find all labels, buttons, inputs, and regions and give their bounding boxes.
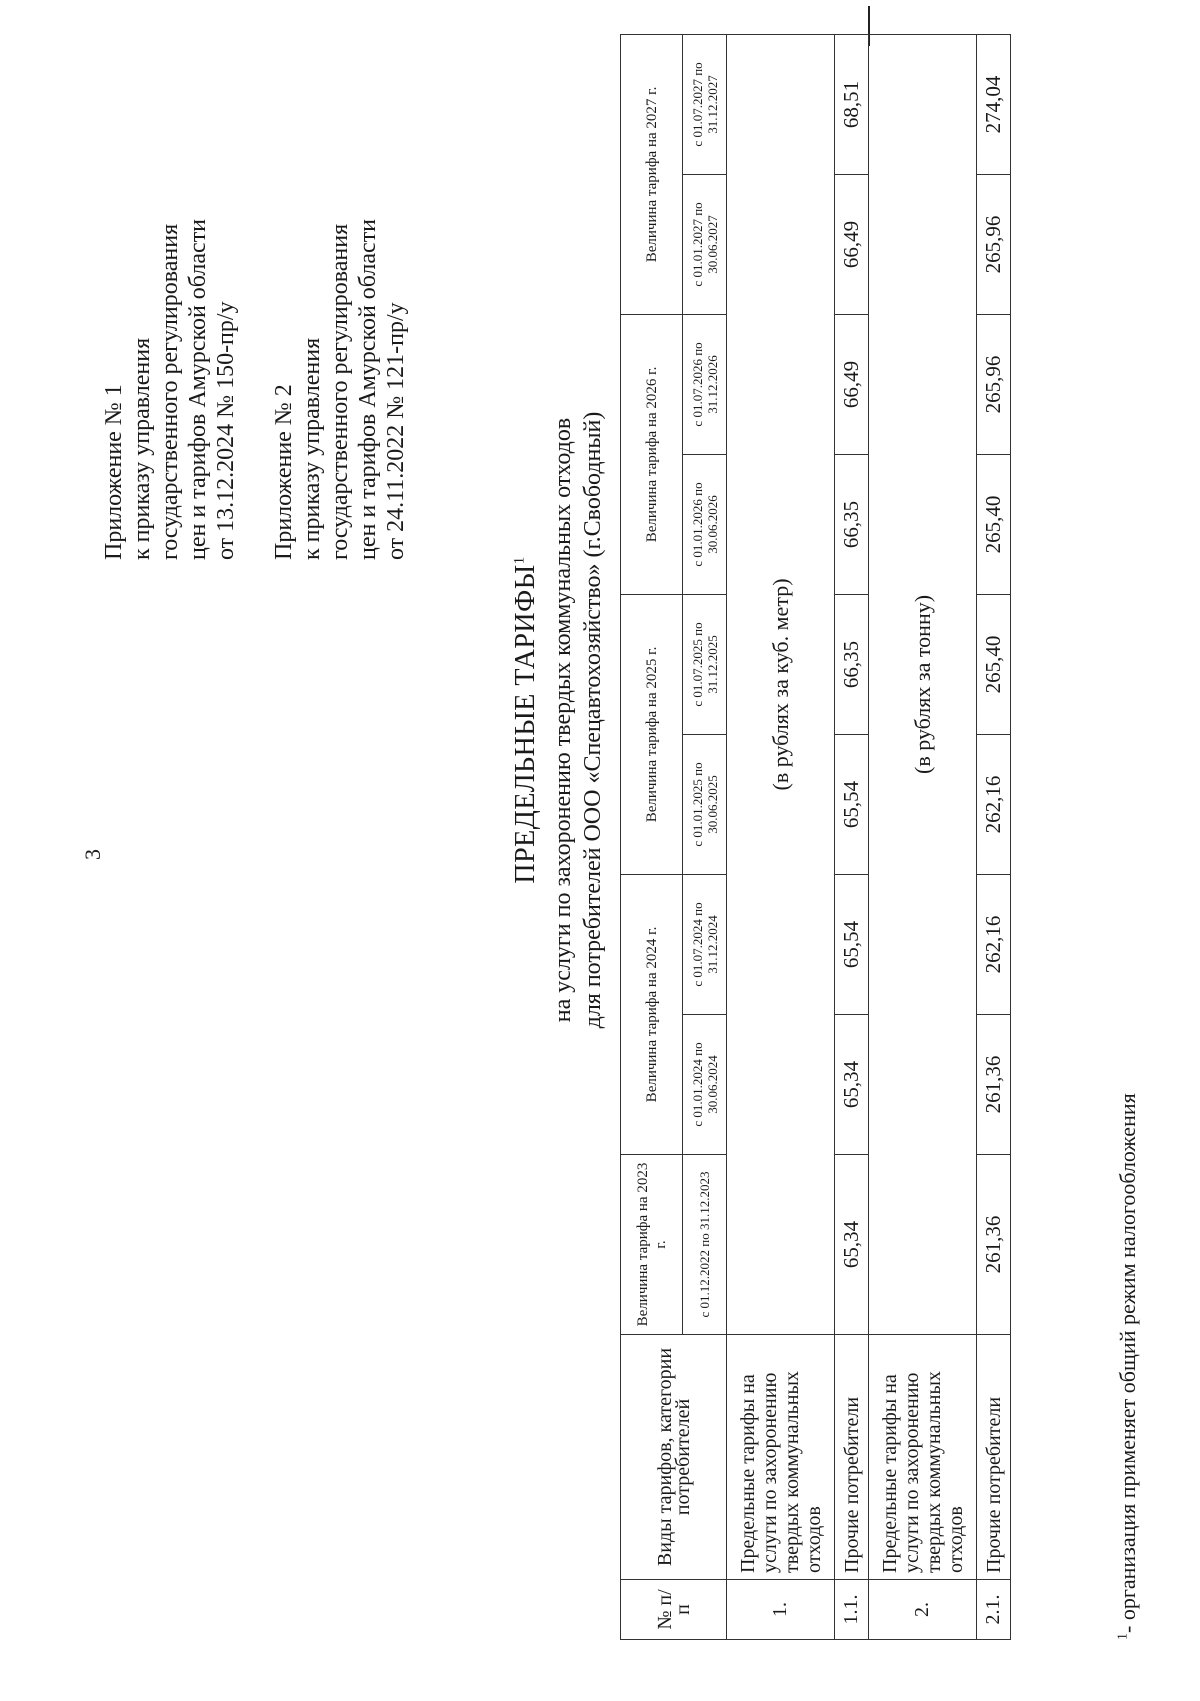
row-kind: Прочие потребители <box>977 1335 1011 1580</box>
table-row <box>835 34 869 1639</box>
tariff-value: 65,54 <box>835 874 869 1014</box>
subtitle-line: для потребителей ООО «Спецавтохозяйство» (г.Свободный) <box>580 411 606 1029</box>
tariff-value: 66,49 <box>835 174 869 314</box>
appendix-1-line: от 13.12.2024 № 150-пр/у <box>213 301 239 560</box>
header-period: с 01.07.2026 по 31.12.2026 <box>683 314 727 454</box>
tariff-value: 261,36 <box>977 1155 1011 1335</box>
tariff-value: 265,40 <box>977 454 1011 594</box>
tariff-value: 262,16 <box>977 874 1011 1014</box>
header-year-2027: Величина тарифа на 2027 г. <box>621 34 683 314</box>
appendix-1-line: государственного регулирования <box>157 223 183 560</box>
tariff-value: 65,34 <box>835 1015 869 1155</box>
row-unit: (в рублях за куб. метр) <box>727 34 835 1334</box>
header-period: с 01.01.2026 по 30.06.2026 <box>683 454 727 594</box>
tariff-value: 66,49 <box>835 314 869 454</box>
header-year-2025: Величина тарифа на 2025 г. <box>621 594 683 874</box>
tariff-value: 66,35 <box>835 594 869 734</box>
appendix-2-block <box>270 219 410 560</box>
tariff-value: 265,96 <box>977 314 1011 454</box>
appendix-1-line: цен и тарифов Амурской области <box>185 218 211 560</box>
appendix-1-line: к приказу управления <box>129 337 155 560</box>
footnote-text: - организация применяет общий режим налогообложения <box>1115 1093 1140 1633</box>
tariff-value: 261,36 <box>977 1015 1011 1155</box>
header-kind: Виды тарифов, категории потребителей <box>621 1335 727 1580</box>
row-kind: Предельные тарифы на услуги по захоронению твердых коммунальных отходов <box>869 1335 977 1580</box>
title-footnote-mark: 1 <box>511 556 528 565</box>
header-row-years <box>621 34 683 1639</box>
appendix-1-block <box>100 219 240 560</box>
appendix-1-line: Приложение № 1 <box>101 384 127 560</box>
page-number: 3 <box>80 849 105 860</box>
appendix-2-line: государственного регулирования <box>327 223 353 560</box>
document-subtitle <box>548 220 608 1220</box>
tariff-value: 65,54 <box>835 734 869 874</box>
row-unit: (в рублях за тонну) <box>869 34 977 1334</box>
table-row <box>869 34 977 1639</box>
footnote <box>1115 1093 1141 1640</box>
tariff-table <box>620 34 1011 1640</box>
appendix-2-line: к приказу управления <box>299 337 325 560</box>
row-number: 1.1. <box>835 1580 869 1640</box>
table-row <box>727 34 835 1639</box>
header-period: с 01.01.2027 по 30.06.2027 <box>683 174 727 314</box>
table-row <box>977 34 1011 1639</box>
appendix-2-line: цен и тарифов Амурской области <box>355 218 381 560</box>
tariff-value: 265,40 <box>977 594 1011 734</box>
tariff-value: 274,04 <box>977 34 1011 174</box>
tariff-value: 265,96 <box>977 174 1011 314</box>
rotated-page <box>0 20 1200 1680</box>
row-number: 1. <box>727 1580 835 1640</box>
header-year-2026: Величина тарифа на 2026 г. <box>621 314 683 594</box>
header-period: с 01.12.2022 по 31.12.2023 <box>683 1155 727 1335</box>
row-number: 2. <box>869 1580 977 1640</box>
header-period: с 01.01.2024 по 30.06.2024 <box>683 1015 727 1155</box>
document-title <box>510 320 542 1120</box>
document-title-text: ПРЕДЕЛЬНЫЕ ТАРИФЫ <box>510 564 541 884</box>
header-num: № п/п <box>621 1580 727 1640</box>
header-year-2023: Величина тарифа на 2023 г. <box>621 1155 683 1335</box>
header-period: с 01.07.2024 по 31.12.2024 <box>683 874 727 1014</box>
row-kind: Прочие потребители <box>835 1335 869 1580</box>
row-kind: Предельные тарифы на услуги по захоронению твердых коммунальных отходов <box>727 1335 835 1580</box>
header-period: с 01.07.2025 по 31.12.2025 <box>683 594 727 734</box>
appendix-2-line: от 24.11.2022 № 121-пр/у <box>383 302 409 560</box>
subtitle-line: на услуги по захоронению твердых коммунальных отходов <box>550 417 576 1023</box>
header-period: с 01.07.2027 по 31.12.2027 <box>683 34 727 174</box>
footnote-mark: 1 <box>1115 1633 1131 1640</box>
header-year-2024: Величина тарифа на 2024 г. <box>621 874 683 1154</box>
tariff-value: 65,34 <box>835 1155 869 1335</box>
tariff-value: 68,51 <box>835 34 869 174</box>
tariff-value: 262,16 <box>977 734 1011 874</box>
appendix-2-line: Приложение № 2 <box>271 384 297 560</box>
row-number: 2.1. <box>977 1580 1011 1640</box>
header-period: с 01.01.2025 по 30.06.2025 <box>683 734 727 874</box>
tariff-value: 66,35 <box>835 454 869 594</box>
